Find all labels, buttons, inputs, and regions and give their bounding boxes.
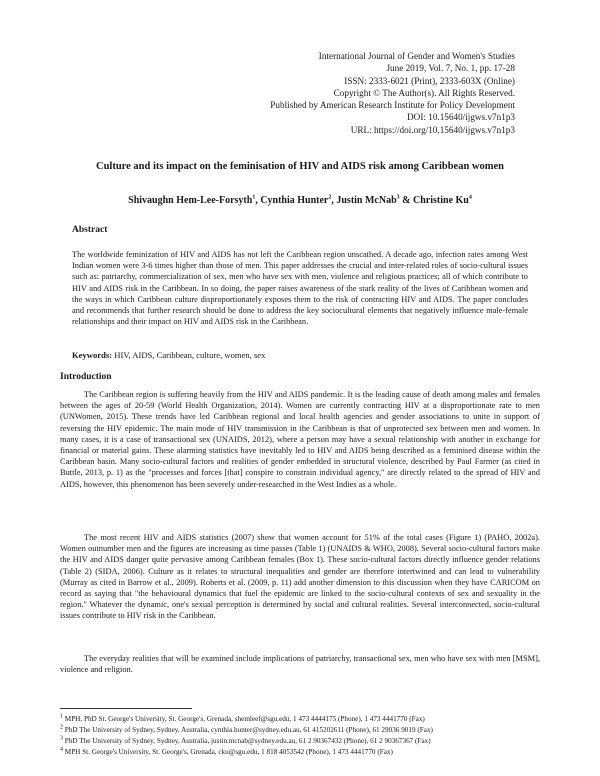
keywords-list: HIV, AIDS, Caribbean, culture, women, sex bbox=[114, 350, 266, 360]
paragraph-text: The everyday realities that will be examined include implications of patriarchy, transactional sex, men who have sex with men [MSM], violence and religion. bbox=[60, 654, 540, 675]
author-affiliation-mark: 2 bbox=[328, 194, 332, 201]
doi: DOI: 10.15640/ijgws.v7n1p3 bbox=[407, 112, 515, 123]
journal-name: International Journal of Gender and Women's Studies bbox=[318, 51, 515, 61]
article-title: Culture and its impact on the feminisation of HIV and AIDS risk among Caribbean women bbox=[96, 161, 504, 172]
journal-header bbox=[195, 50, 515, 136]
footnote-number: 1 bbox=[60, 713, 63, 720]
intro-paragraph-1 bbox=[60, 389, 540, 490]
footnote bbox=[60, 714, 550, 725]
abstract-text: The worldwide feminization of HIV and AIDS has not left the Caribbean region unscathed. A decade ago, infection rates among West Indian women were 3-6 times higher than those of men. This paper addresses the crucial and inter-related roles of socio-cultural issues such as: patriarchy, commercialization of sex, men who have sex with men, violence and religious practices; all of which contribute to HIV and AIDS risk in the Caribbean. In so doing, the paper raises awareness of the stark reality of the lives of Caribbean women and the ways in which Caribbean culture disproportionately exposes them to the risk of contracting HIV and AIDS. The paper concludes and recommends that further research should be done to address the key sociocultural elements that negatively influence male-female relationships and their impact on HIV and AIDS risk in the Caribbean. bbox=[72, 250, 528, 327]
introduction-heading: Introduction bbox=[60, 372, 112, 382]
footnote-number: 3 bbox=[60, 735, 63, 742]
footnote-number: 4 bbox=[60, 746, 63, 753]
footnote-text: PhD The University of Sydney, Sydney, Australia, justin.mcnab@sydney.edu.au, 61 2 90367432 (Phone), 61 2 90367367 (Fax) bbox=[63, 737, 431, 745]
issue-info: June 2019, Vol. 7, No. 1, pp. 17-28 bbox=[386, 63, 515, 74]
intro-paragraph-3 bbox=[60, 653, 540, 675]
abstract-heading: Abstract bbox=[72, 225, 108, 235]
author-name: & Christine Ku bbox=[399, 195, 469, 206]
author-affiliation-mark: 3 bbox=[396, 194, 400, 201]
author-affiliation-mark: 1 bbox=[252, 194, 256, 201]
author-name: , Cynthia Hunter bbox=[255, 195, 329, 206]
intro-paragraph-2 bbox=[60, 532, 540, 622]
keywords bbox=[72, 350, 265, 360]
paragraph-text: The most recent HIV and AIDS statistics (2007) show that women account for 51% of the total cases (Figure 1) (PAHO, 2002a). Women outnumber men and the figures are increasing as time passes (Table 1) (UNAIDS & WHO, 2008). Several socio-cultural factors make the HIV and AIDS danger quite pervasive among Caribbean females (Box 1). These socio-cultural factors directly influence gender relations (Table 2) (SIDA, 2006). Culture as it relates to structural inequalities and gender are therefore intertwined and can lead to vulnerability (Murray as cited in Barrow et al., 2009). Roberts et al. (2009, p. 11) add another dimension to this discussion when they have CARICOM on record as saying that "the behavioural dynamics that fuel the epidemic are linked to the socio-cultural contexts of sex and sexuality in the region." Whatever the dynamic, one's sexual perception is determined by social and cultural realities. Several interconnected, socio-cultural issues contribute to HIV risk in the Caribbean. bbox=[60, 533, 540, 621]
author-name: Shivaughn Hem-Lee-Forsyth bbox=[128, 195, 253, 206]
author-name: , Justin McNab bbox=[331, 195, 397, 206]
author-affiliation-mark: 4 bbox=[468, 194, 472, 201]
article-url: URL: https://doi.org/10.15640/ijgws.v7n1p3 bbox=[350, 124, 515, 135]
footnote-text: MPH, PhD St. George's University, St. George's, Grenada, shemleef@sgu.edu, 1 473 4444175 (Phone), 1 473 4441770 (Fax) bbox=[63, 715, 425, 723]
footnote-text: MPH St. George's University, St. George's, Grenada, cku@sgu.edu, 1 818 4053542 (Phone), 1 473 4441770 (Fax) bbox=[63, 748, 393, 756]
issn: ISSN: 2333-6021 (Print), 2333-603X (Online) bbox=[344, 75, 515, 86]
footnote-number: 2 bbox=[60, 724, 63, 731]
footnote bbox=[60, 747, 550, 758]
copyright: Copyright © The Author(s). All Rights Reserved. bbox=[333, 87, 515, 98]
footnote bbox=[60, 736, 550, 747]
footnotes bbox=[60, 714, 550, 758]
author-list bbox=[60, 195, 540, 206]
footnote-divider bbox=[60, 708, 192, 709]
footnote bbox=[60, 725, 550, 736]
keywords-label: Keywords: bbox=[72, 350, 113, 360]
publisher: Published by American Research Institute for Policy Development bbox=[270, 100, 515, 111]
paragraph-text: The Caribbean region is suffering heavily from the HIV and AIDS pandemic. It is the leading cause of death among males and females between the ages of 20-59 (World Health Organization, 2014). Women are currently contracting HIV at a disproportionate rate to men (UNWomen, 2015). These trends have led Caribbean regional and local health agencies and gender associations to unite in support of reversing the HIV epidemic. The main mode of HIV transmission in the Caribbean is that of unprotected sex between men and women. In many cases, it is a case of transactional sex (UNAIDS, 2012), where a person may have a sexual relationship with another in exchange for financial or material gains. These alarming statistics have inevitably led to HIV and AIDS being described as a feminised disease within the Caribbean basin. Many socio-cultural factors and realities of gender embedded in structural violence, described by Paul Farmer (as cited in Buttle, 2013, p. 1) as the "processes and forces [that] conspire to constrain individual agency," are directly related to the spread of HIV and AIDS, however, this phenomenon has been severely under-researched in the West Indies as a whole. bbox=[60, 390, 540, 489]
footnote-text: PhD The University of Sydney, Sydney, Australia, cynthia.hunter@sydney.edu.au, 61 415202611 (Phone), 61 29036 9019 (Fax) bbox=[63, 726, 433, 734]
